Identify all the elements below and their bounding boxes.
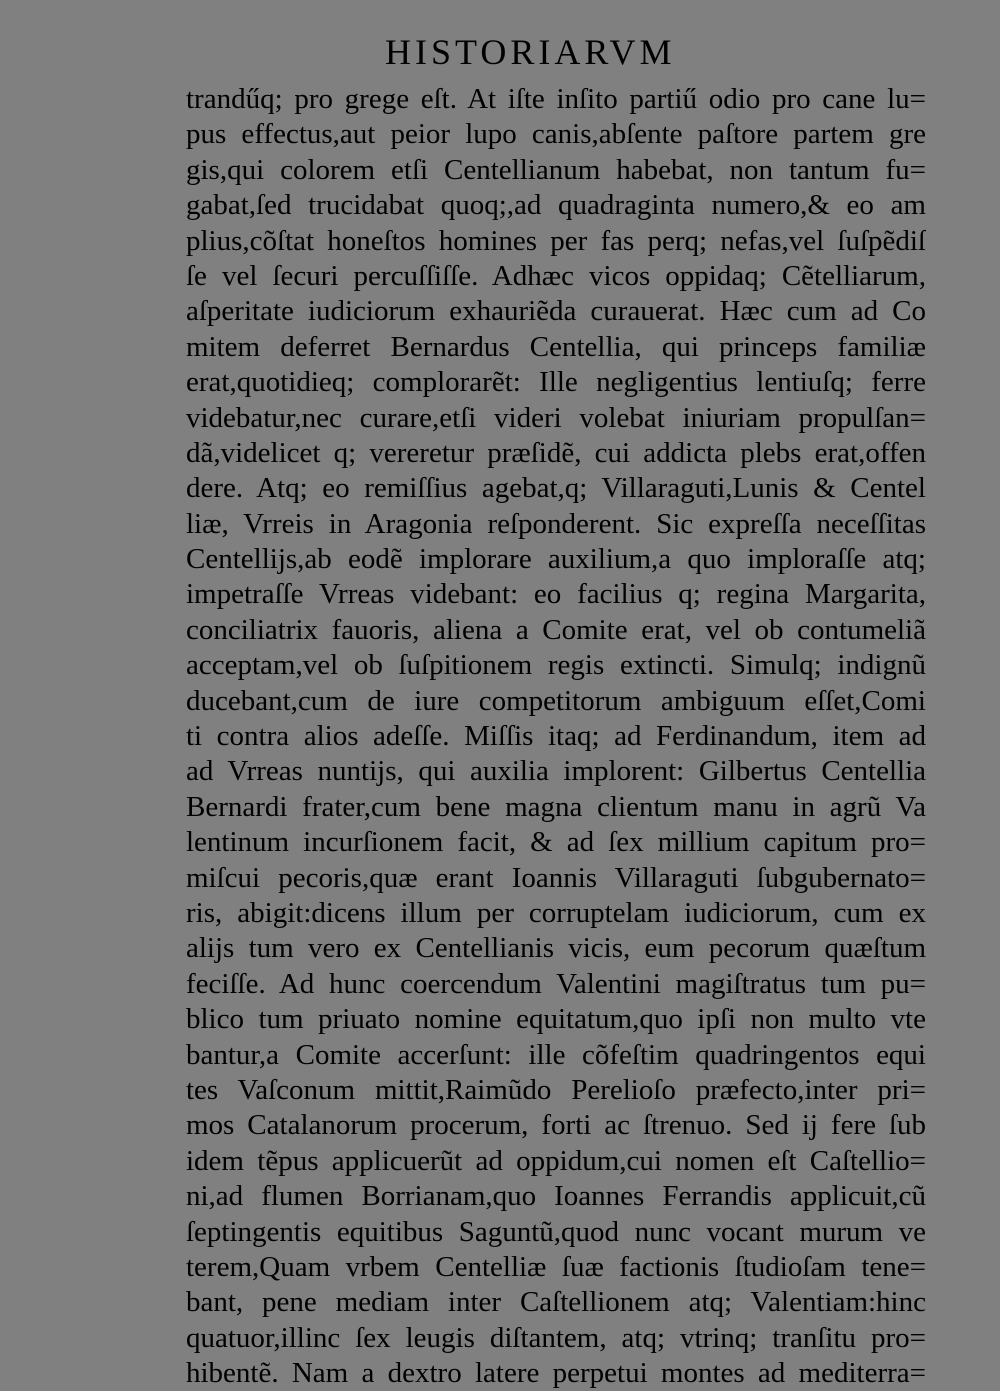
text-line: blico tum priuato nomine equitatum,quo ipſi non multo vte bbox=[186, 1003, 926, 1036]
text-line: alijs tum vero ex Centellianis vicis, eum pecorum quæſtum bbox=[186, 932, 926, 965]
text-line: dere. Atq; eo remiſſius agebat,q; Villaraguti,Lunis & Centel bbox=[186, 472, 926, 505]
text-line: terem,Quam vrbem Centelliæ ſuæ factionis ſtudioſam tene= bbox=[186, 1250, 926, 1283]
text-line: conciliatrix fauoris, aliena a Comite erat, vel ob contumeliã bbox=[186, 613, 926, 646]
text-line: ducebant,cum de iure competitorum ambiguum eſſet,Comi bbox=[186, 684, 926, 717]
text-line: liæ, Vrreis in Aragonia reſponderent. Sic expreſſa neceſſitas bbox=[186, 507, 926, 540]
text-line: ti contra alios adeſſe. Miſſis itaq; ad Ferdinandum, item ad bbox=[186, 720, 926, 753]
text-line: erat,quotidieq; complorarẽt: Ille negligentius lentiuſq; ferre bbox=[186, 366, 926, 399]
text-line: dã,videlicet q; vereretur præſidẽ, cui addicta plebs erat,offen bbox=[186, 436, 926, 469]
text-line: miſcui pecoris,quæ erant Ioannis Villaraguti ſubgubernato= bbox=[186, 861, 926, 894]
text-line: gis,qui colorem etſi Centellianum habebat, non tantum fu= bbox=[186, 153, 926, 186]
text-line: lentinum incurſionem facit, & ad ſex millium capitum pro= bbox=[186, 826, 926, 859]
text-line: hibentẽ. Nam a dextro latere perpetui montes ad mediterra= bbox=[186, 1357, 926, 1390]
text-line: ad Vrreas nuntijs, qui auxilia implorent: Gilbertus Centellia bbox=[186, 755, 926, 788]
text-line: quatuor,illinc ſex leugis diſtantem, atq; vtrinq; tranſitu pro= bbox=[186, 1321, 926, 1354]
text-line: Bernardi frater,cum bene magna clientum manu in agrũ Va bbox=[186, 790, 926, 823]
text-line: tes Vaſconum mittit,Raimũdo Perelioſo præfecto,inter pri= bbox=[186, 1073, 926, 1106]
text-line: pus effectus,aut peior lupo canis,abſente paſtore partem gre bbox=[186, 118, 926, 151]
text-line: mos Catalanorum procerum, forti ac ſtrenuo. Sed ij fere ſub bbox=[186, 1109, 926, 1142]
text-line: videbatur,nec curare,etſi videri volebat iniuriam propulſan= bbox=[186, 401, 926, 434]
body-text bbox=[186, 82, 926, 1391]
text-line: idem tẽpus applicuerũt ad oppidum,cui nomen eſt Caſtellio= bbox=[186, 1144, 926, 1177]
text-line: ſe vel ſecuri percuſſiſſe. Adhæc vicos oppidaq; Cẽtelliarum, bbox=[186, 259, 926, 292]
text-line: aſperitate iudiciorum exhauriẽda curauerat. Hæc cum ad Co bbox=[186, 295, 926, 328]
text-line: trandűq; pro grege eſt. At iſte inſito partiű odio pro cane lu= bbox=[186, 83, 926, 115]
text-line: bantur,a Comite accerſunt: ille cõfeſtim quadringentos equi bbox=[186, 1038, 926, 1071]
text-line: impetraſſe Vrreas videbant: eo facilius q; regina Margarita, bbox=[186, 578, 926, 611]
text-line: bant, pene mediam inter Caſtellionem atq; Valentiam:hinc bbox=[186, 1286, 926, 1319]
text-line: plius,cõſtat honeſtos homines per fas perq; nefas,vel ſuſpẽdiſ bbox=[186, 224, 926, 257]
text-line: Centellijs,ab eodẽ implorare auxilium,a quo imploraſſe atq; bbox=[186, 543, 926, 576]
text-line: ni,ad flumen Borrianam,quo Ioannes Ferrandis applicuit,cũ bbox=[186, 1180, 926, 1213]
text-line: gabat,ſed trucidabat quoq;,ad quadraginta numero,& eo am bbox=[186, 189, 926, 222]
running-head: HISTORIARVM bbox=[385, 32, 676, 72]
text-line: ſeptingentis equitibus Saguntũ,quod nunc vocant murum ve bbox=[186, 1215, 926, 1248]
text-line: feciſſe. Ad hunc coercendum Valentini magiſtratus tum pu= bbox=[186, 967, 926, 1000]
text-line: acceptam,vel ob ſuſpitionem regis extincti. Simulq; indignũ bbox=[186, 649, 926, 682]
text-line: mitem deferret Bernardus Centellia, qui princeps familiæ bbox=[186, 330, 926, 363]
text-line: ris, abigit:dicens illum per corruptelam iudiciorum, cum ex bbox=[186, 896, 926, 929]
